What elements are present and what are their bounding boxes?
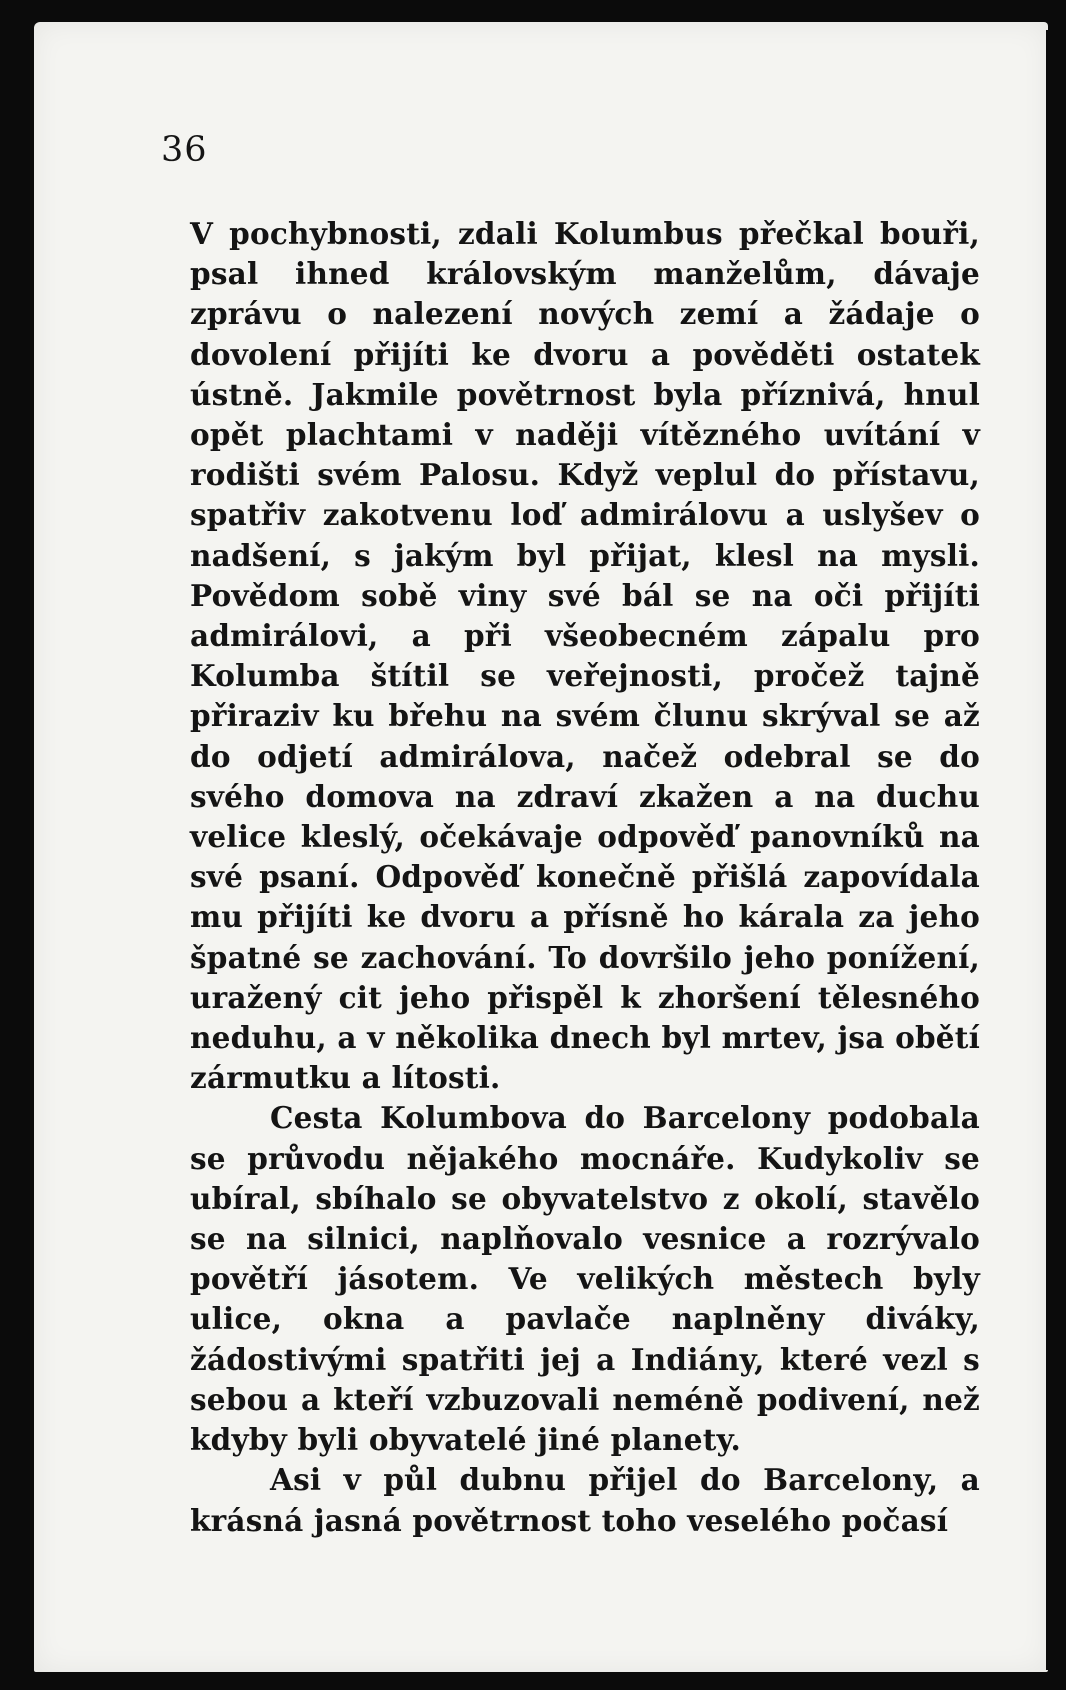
page-edge-shadow xyxy=(1046,30,1054,1670)
paragraph-3: Asi v půl dubnu přijel do Barcelony, a krásná jasná povětrnost toho veselého počasí xyxy=(190,1462,980,1538)
paragraph-2: Cesta Kolumbova do Barcelony podobala se průvodu nějakého mocnáře. Kudykoliv se ubíral, sbíhalo se obyvatelstvo z okolí, stavělo se na silnici, naplňovalo vesnice a rozrývalo povětří jásotem. Ve velikých městech byly ulice, okna a pavlače naplněny diváky, žádostivými spatřiti jej a Indiány, které vezl s sebou a kteří vzbuzovali neméně podivení, než kdyby byli obyvatelé jiné planety. xyxy=(190,1100,980,1458)
book-page xyxy=(34,22,1048,1672)
body-text xyxy=(190,214,980,1541)
page-number: 36 xyxy=(161,130,208,170)
paragraph-1: V pochybnosti, zdali Kolumbus přečkal bouři, psal ihned královským manželům, dávaje zprávu o nalezení nových zemí a žádaje o dovolení přijíti ke dvoru a pověděti ostatek ústně. Jakmile povětrnost byla příznivá, hnul opět plachtami v naději vítězného uvítání v rodišti svém Palosu. Když veplul do přístavu, spatřiv zakotvenu loď admirálovu a uslyšev o nadšení, s jakým byl přijat, klesl na mysli. Povědom sobě viny své bál se na oči přijíti admirálovi, a při všeobecném zápalu pro Kolumba štítil se veřejnosti, pročež tajně přiraziv ku břehu na svém člunu skrýval se až do odjetí admirálova, načež odebral se do svého domova na zdraví zkažen a na duchu velice kleslý, očekávaje odpověď panovníků na své psaní. Odpověď konečně přišlá zapovídala mu přijíti ke dvoru a přísně ho kárala za jeho špatné se zachování. To dovršilo jeho ponížení, uražený cit jeho přispěl k zhoršení tělesného neduhu, a v několika dnech byl mrtev, jsa obětí zármutku a lítosti. xyxy=(190,216,980,1096)
